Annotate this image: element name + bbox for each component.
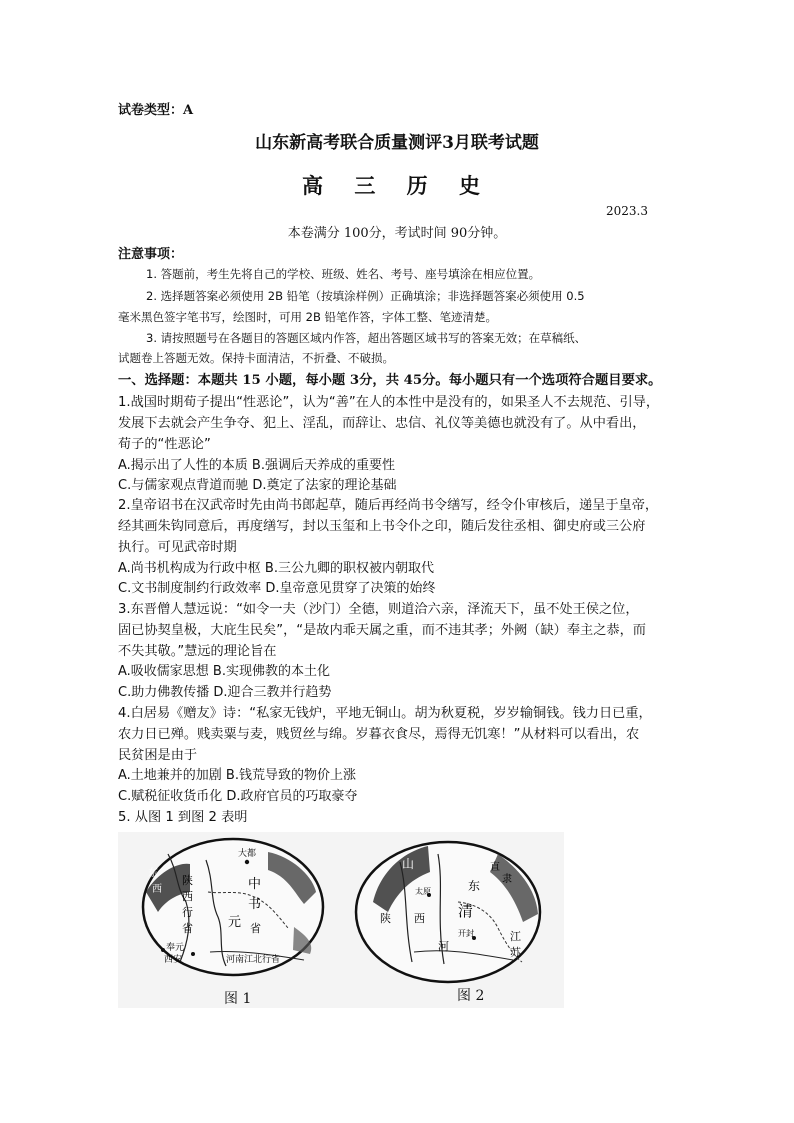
question-2-option: C.文书制度制约行政效率 D.皇帝意见贯穿了决策的始终 xyxy=(118,581,436,596)
map1-label: 行 xyxy=(182,906,193,919)
question-3-option: C.助力佛教传播 D.迎合三教并行趋势 xyxy=(118,685,332,700)
map1-label: 西 xyxy=(182,890,193,903)
map1-label: 东 xyxy=(148,868,158,879)
question-1-line: 1.战国时期荀子提出“性恶论”，认为“善”在人的本性中是没有的，如果圣人不去规范、引导， xyxy=(118,395,660,410)
question-4-option: C.赋税征收货币化 D.政府官员的巧取豪夺 xyxy=(118,789,358,804)
map1-label: 大都 xyxy=(238,849,257,859)
map2-label: 清 xyxy=(458,902,474,920)
question-3-option: A.吸收儒家思想 B.实现佛教的本土化 xyxy=(118,664,330,679)
question-1-option: A.揭示出了人性的本质 B.强调后天养成的重要性 xyxy=(118,458,395,473)
notice-line: 2. 选择题答案必须使用 2B 铅笔（按填涂样例）正确填涂；非选择题答案必须使用 0.5 xyxy=(146,289,585,303)
question-4-option: A.土地兼并的加剧 B.钱荒导致的物价上涨 xyxy=(118,768,356,783)
map1-label: 中 xyxy=(248,877,262,892)
question-2-line: 经其画朱钩同意后，再度缮写，封以玉玺和上书令仆之印，随后发往丞相、御史府或三公府 xyxy=(118,519,646,534)
map2-label: 西 xyxy=(414,912,425,925)
notice-line: 1. 答题前，考生先将自己的学校、班级、姓名、考号、座号填涂在相应位置。 xyxy=(146,267,541,281)
map1-label: 书 xyxy=(248,897,262,912)
map1-label: 西 xyxy=(152,884,162,895)
map2-label: 隶 xyxy=(502,874,512,885)
question-3-line: 3.东晋僧人慧远说：“如令一夫（沙门）全德，则道洽六亲，泽流天下，虽不处王侯之位， xyxy=(118,602,639,617)
map-figure-1 xyxy=(143,839,323,975)
exam-title: 山东新高考联合质量测评3月联考试题 xyxy=(255,133,539,153)
question-2-option: A.尚书机构成为行政中枢 B.三公九卿的职权被内朝取代 xyxy=(118,561,434,576)
question-4-line: 民贫困是由于 xyxy=(118,748,198,763)
figure-1-caption: 图 1 xyxy=(224,991,252,1007)
notice-heading: 注意事项： xyxy=(118,247,184,262)
score-info: 本卷满分 100分，考试时间 90分钟。 xyxy=(287,226,507,241)
question-1-option: C.与儒家观点背道而驰 D.奠定了法家的理论基础 xyxy=(118,478,397,493)
map2-label: 陕 xyxy=(380,912,391,925)
section-heading: 一、选择题：本题共 15 小题，每小题 3分，共 45分。每小题只有一个选项符合题目要求。 xyxy=(118,373,662,388)
notice-line: 试题卷上答题无效。保持卡面清洁，不折叠、不破损。 xyxy=(118,351,394,365)
map1-label: 河南江北行省 xyxy=(226,955,281,965)
question-2-line: 2.皇帝诏书在汉武帝时先由尚书郎起草，随后再经尚书令缮写，经令仆审核后，递呈于皇帝， xyxy=(118,498,659,513)
question-5-line: 5. 从图 1 到图 2 表明 xyxy=(118,810,248,825)
exam-date: 2023.3 xyxy=(606,204,648,218)
map2-label: 开封 xyxy=(458,929,474,938)
map2-label: 山 xyxy=(402,857,415,871)
map-figure-2 xyxy=(356,842,540,982)
maps-svg xyxy=(118,832,564,1008)
map1-label: 省 xyxy=(250,922,261,935)
question-4-line: 4.白居易《赠友》诗：“私家无钱炉，平地无铜山。胡为秋夏税，岁岁输铜钱。钱力日已重， xyxy=(118,706,652,721)
question-3-line: 固已协契皇极，大庇生民矣”，“是故内乖天属之重，而不违其孝；外阙（缺）奉主之恭，而 xyxy=(118,623,646,638)
map2-label: 苏 xyxy=(510,946,521,959)
question-2-line: 执行。可见武帝时期 xyxy=(118,540,237,555)
exam-type: 试卷类型：A xyxy=(118,103,194,118)
figure-2-caption: 图 2 xyxy=(457,988,485,1004)
question-1-line: 发展下去就会产生争夺、犯上、淫乱，而辞让、忠信、礼仪等美德也就没有了。从中看出， xyxy=(118,416,646,431)
map1-label: 西安 xyxy=(164,955,183,965)
notice-line: 毫米黑色签字笔书写，绘图时，可用 2B 铅笔作答，字体工整、笔迹清楚。 xyxy=(118,310,498,324)
notice-line: 3. 请按照题号在各题目的答题区域内作答，超出答题区域书写的答案无效；在草稿纸、 xyxy=(146,331,587,345)
map1-label: 奉元 xyxy=(166,943,185,953)
maps-figure xyxy=(118,832,564,1008)
question-1-line: 荀子的“性恶论” xyxy=(118,437,211,452)
question-4-line: 农力日已殚。贱卖粟与麦，贱贸丝与绵。岁暮衣食尽，焉得无饥寒！”从材料可以看出，农 xyxy=(118,727,640,742)
map2-label: 直 xyxy=(490,862,500,873)
map2-label: 太原 xyxy=(415,887,431,896)
map1-label: 陕 xyxy=(182,874,193,887)
map2-label: 东 xyxy=(468,879,481,893)
exam-subject: 高 三 历 史 xyxy=(302,173,492,198)
map1-label: 元 xyxy=(228,915,242,930)
map1-label: 省 xyxy=(182,922,193,935)
question-3-line: 不失其敬。”慧远的理论旨在 xyxy=(118,644,277,659)
map2-label: 河 xyxy=(438,940,449,953)
map2-label: 江 xyxy=(510,930,521,943)
